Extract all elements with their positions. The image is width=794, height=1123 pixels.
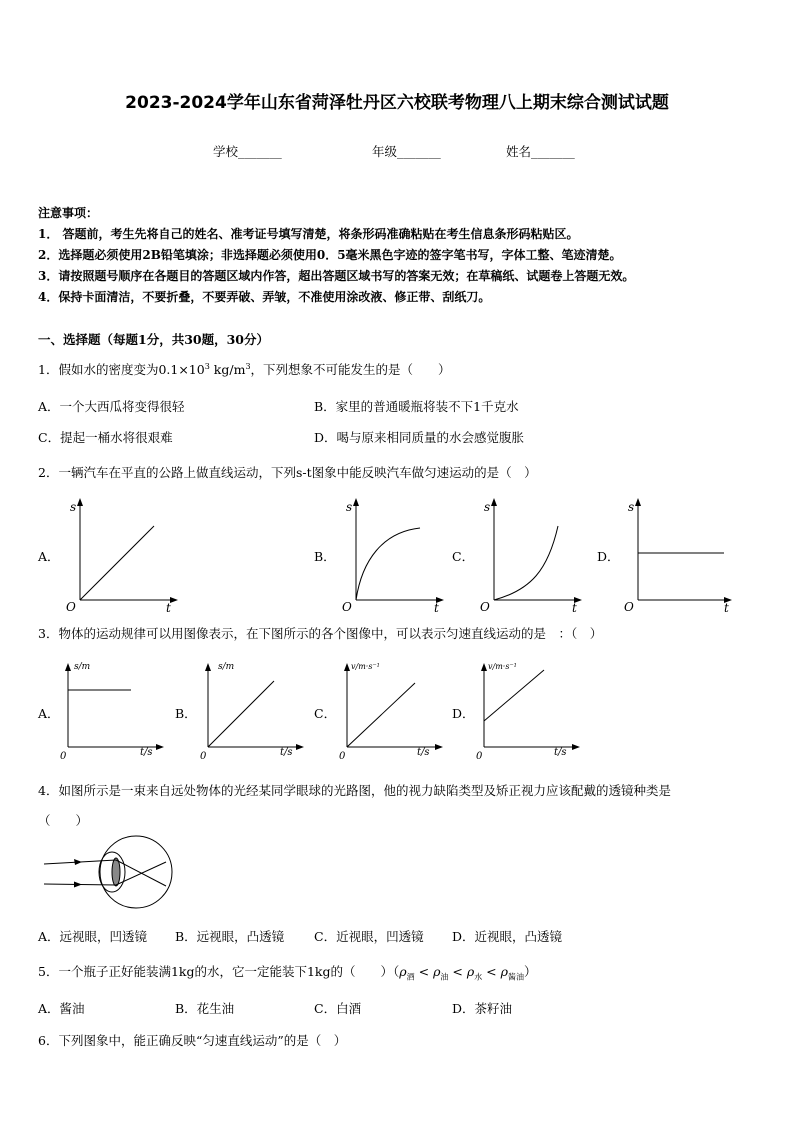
q5-lt-1: < [414, 964, 434, 979]
q2-b-y-label: s [346, 500, 353, 514]
grade-field: 年级_______ [372, 144, 441, 159]
q5-lt-3: < [482, 964, 501, 979]
q2-graph-b [338, 490, 448, 615]
q6-stem: 6．下列图象中，能正确反映“匀速直线运动”的是（ ） [38, 1033, 347, 1048]
q5-option-d[interactable]: D．茶籽油 [452, 1001, 513, 1016]
q3-c-y-label: v/m·s⁻¹ [351, 662, 380, 671]
q3-option-c[interactable]: C． [314, 706, 337, 721]
q3-b-x-label: t/s [280, 747, 293, 758]
q2-option-b[interactable]: B． [314, 549, 336, 564]
q5-rho-1: ρ [399, 964, 407, 979]
q5-option-c[interactable]: C．白酒 [314, 1001, 362, 1016]
q5-rho-3: ρ [466, 964, 475, 979]
q4-option-b[interactable]: B．远视眼，凸透镜 [175, 929, 285, 944]
q5-stem [38, 962, 537, 983]
q5-lt-2: < [448, 964, 467, 979]
q2-option-d[interactable]: D． [597, 549, 620, 564]
page-title: 2023-2024学年山东省菏泽牡丹区六校联考物理八上期末综合测试试题 [125, 93, 669, 113]
q1-option-d[interactable]: D．喝与原来相同质量的水会感觉腹胀 [314, 430, 525, 445]
q1-stem-unit: kg/m [209, 362, 246, 377]
q2-d-origin: O [624, 600, 634, 614]
q3-graph-d [474, 655, 586, 760]
note-item-3: 3．请按照题号顺序在各题目的答题区域内作答，超出答题区域书写的答案无效；在草稿纸、试题卷上答题无效。 [38, 269, 635, 283]
q5-relation [393, 964, 537, 982]
q2-b-x-label: t [434, 601, 439, 615]
q4-stem: 4．如图所示是一束来自远处物体的光经某同学眼球的光路图，他的视力缺陷类型及矫正视力应该配戴的透镜种类是 [38, 783, 671, 798]
q3-b-y-label: s/m [218, 662, 235, 672]
q3-d-y-label: v/m·s⁻¹ [488, 662, 517, 671]
note-item-2: 2．选择题必须使用2B铅笔填涂；非选择题必须使用0．5毫米黑色字迹的签字笔书写，字体工整、笔迹清楚。 [38, 248, 622, 262]
q1-option-a[interactable]: A．一个大西瓜将变得很轻 [38, 399, 185, 414]
q3-graph-c [337, 655, 449, 760]
q4-eye-diagram [40, 835, 180, 910]
q3-graph-a [58, 655, 170, 760]
q2-graph-c [476, 490, 586, 615]
q3-option-a[interactable]: A． [38, 706, 60, 721]
q2-c-origin: O [480, 600, 490, 614]
q5-sub-1: 酒 [406, 972, 415, 982]
q1-stem-exp: 3 [204, 361, 210, 371]
q2-option-c[interactable]: C． [452, 549, 475, 564]
q4-option-a[interactable]: A．远视眼，凹透镜 [38, 929, 148, 944]
q2-option-a[interactable]: A． [38, 549, 60, 564]
note-item-1: 1． 答题前，考生先将自己的姓名、准考证号填写清楚，将条形码准确粘贴在考生信息条形码粘贴区。 [38, 227, 579, 241]
q2-stem: 2．一辆汽车在平直的公路上做直线运动，下列s-t图象中能反映汽车做匀速运动的是（ ） [38, 465, 537, 480]
q4-stem-cont: （ ） [38, 813, 89, 828]
q3-option-b[interactable]: B． [175, 706, 197, 721]
q1-stem [38, 360, 451, 378]
q2-a-origin: O [66, 600, 76, 614]
section-heading: 一、选择题（每题1分，共30题，30分） [38, 332, 269, 347]
notes-heading: 注意事项： [38, 206, 99, 220]
q5-rho-4: ρ [500, 964, 508, 979]
q5-rel-close: ） [523, 964, 537, 979]
name-field: 姓名_______ [506, 144, 575, 159]
q5-rel-open: （ [393, 964, 400, 979]
q4-option-c[interactable]: C．近视眼，凹透镜 [314, 929, 424, 944]
q5-sub-4: 酱油 [507, 972, 524, 982]
q1-option-b[interactable]: B．家里的普通暖瓶将装不下1千克水 [314, 399, 519, 414]
q5-stem-text: 5．一个瓶子正好能装满1kg的水，它一定能装下1kg的（ ） [38, 964, 394, 979]
school-field: 学校_______ [213, 144, 282, 159]
q5-sub-2: 油 [440, 972, 449, 982]
q3-a-origin: 0 [60, 751, 67, 760]
q1-stem-post: ，下列想象不可能发生的是（ ） [250, 362, 451, 377]
q5-option-a[interactable]: A．酱油 [38, 1001, 85, 1016]
q2-graph-a [62, 490, 182, 615]
q3-stem: 3．物体的运动规律可以用图像表示，在下图所示的各个图像中，可以表示匀速直线运动的是 ：（ ） [38, 626, 603, 641]
q2-c-y-label: s [484, 500, 491, 514]
q3-b-origin: 0 [200, 751, 207, 760]
q2-c-x-label: t [572, 601, 577, 615]
q3-graph-b [198, 655, 310, 760]
q2-b-origin: O [342, 600, 352, 614]
q2-a-x-label: t [166, 601, 171, 615]
q1-stem-unit-exp: 3 [245, 361, 251, 371]
q2-a-y-label: s [70, 500, 77, 514]
q4-option-d[interactable]: D．近视眼，凸透镜 [452, 929, 563, 944]
q3-c-origin: 0 [339, 751, 346, 760]
q5-rho-2: ρ [433, 964, 441, 979]
q2-d-x-label: t [724, 601, 729, 615]
q1-stem-pre: 1．假如水的密度变为0.1×10 [38, 362, 205, 377]
q5-option-b[interactable]: B．花生油 [175, 1001, 235, 1016]
q5-sub-3: 水 [474, 972, 483, 982]
q3-d-x-label: t/s [554, 747, 567, 758]
q3-d-origin: 0 [476, 751, 483, 760]
note-item-4: 4．保持卡面清洁，不要折叠，不要弄破、弄皱，不准使用涂改液、修正带、刮纸刀。 [38, 290, 491, 304]
q1-option-c[interactable]: C．提起一桶水将很艰难 [38, 430, 173, 445]
q3-a-x-label: t/s [140, 747, 153, 758]
q3-c-x-label: t/s [417, 747, 430, 758]
q3-a-y-label: s/m [74, 662, 91, 672]
q2-graph-d [620, 490, 744, 615]
q2-d-y-label: s [628, 500, 635, 514]
q3-option-d[interactable]: D． [452, 706, 475, 721]
